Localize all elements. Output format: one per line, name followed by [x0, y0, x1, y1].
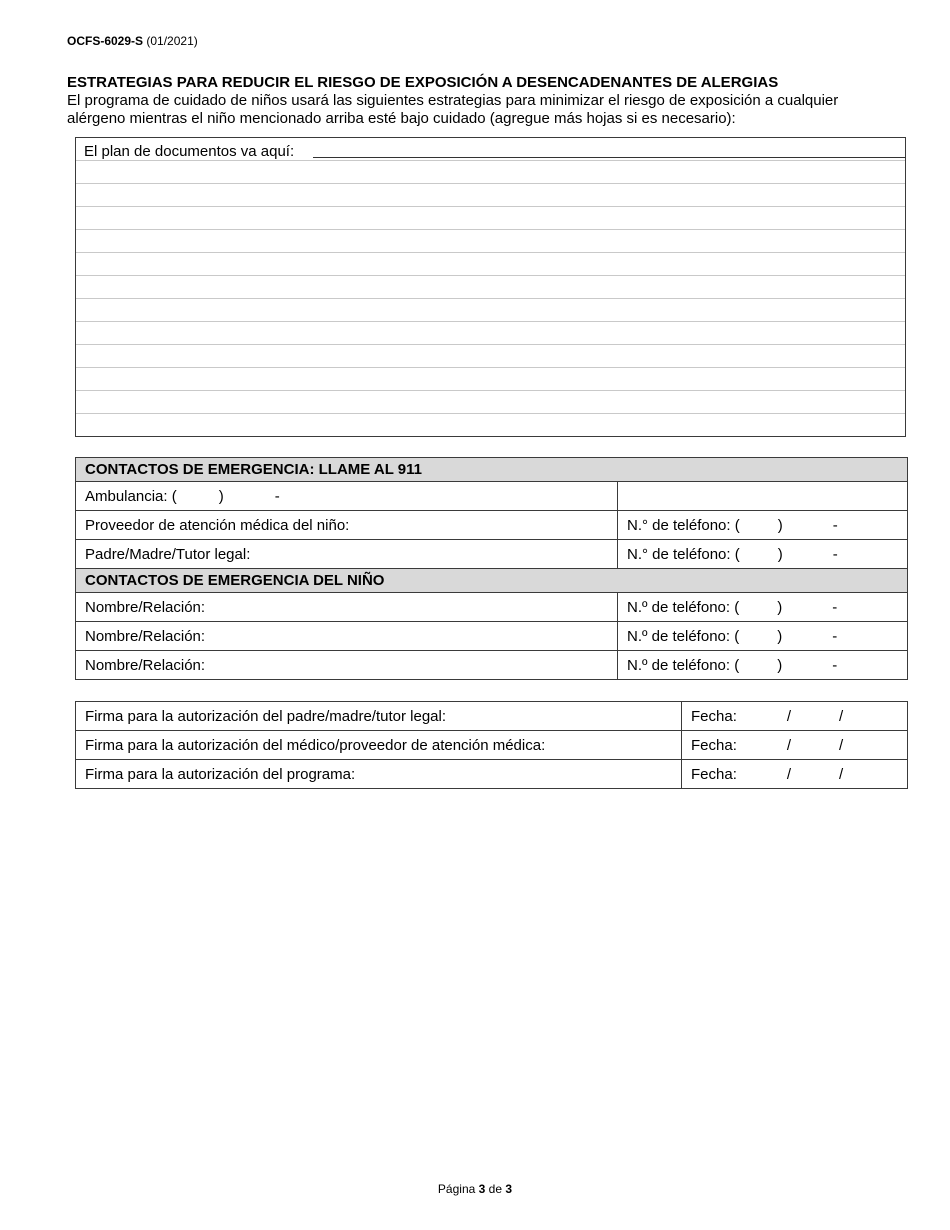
dash: - — [832, 627, 838, 645]
date-field[interactable] — [682, 731, 908, 760]
contact-phone-field[interactable] — [618, 651, 908, 680]
table-header-row — [76, 569, 908, 593]
date-field[interactable] — [682, 760, 908, 789]
plan-line — [76, 321, 905, 322]
date-slash: / — [786, 707, 792, 725]
table-row — [76, 702, 908, 731]
of-word: de — [488, 1182, 503, 1196]
ambulance-label: Ambulancia: ( — [85, 487, 177, 505]
date-slash: / — [839, 736, 844, 754]
table-header-row — [76, 458, 908, 482]
table-row — [76, 731, 908, 760]
header-child-contacts: CONTACTOS DE EMERGENCIA DEL NIÑO — [76, 569, 908, 593]
contact-phone-field[interactable] — [618, 622, 908, 651]
plan-line — [76, 229, 905, 230]
paren-close: ) — [777, 656, 783, 674]
paren-close: ) — [777, 545, 783, 563]
table-row — [76, 760, 908, 789]
contact-phone-field[interactable] — [618, 593, 908, 622]
date-field[interactable] — [682, 702, 908, 731]
plan-line — [76, 344, 905, 345]
dash: - — [832, 598, 838, 616]
table-row — [76, 593, 908, 622]
phone-label: N.º de teléfono: ( — [627, 627, 740, 645]
plan-first-line[interactable] — [313, 157, 906, 158]
form-number: OCFS-6029-S — [67, 34, 144, 48]
date-slash: / — [839, 707, 844, 725]
paren-close: ) — [218, 487, 224, 505]
section-title: ESTRATEGIAS PARA REDUCIR EL RIESGO DE EXPOSICIÓN A DESENCADENANTES DE ALERGIAS — [67, 74, 779, 91]
parent-signature-field[interactable]: Firma para la autorización del padre/madre/tutor legal: — [76, 702, 682, 731]
paren-close: ) — [777, 516, 783, 534]
paren-close: ) — [777, 627, 783, 645]
doctor-signature-field[interactable]: Firma para la autorización del médico/proveedor de atención médica: — [76, 731, 682, 760]
section-intro: El programa de cuidado de niños usará las siguientes estrategias para minimizar el riesgo de exposición a cualquier alérgeno mientras el niño mencionado arriba esté bajo cuidado (agregue más hojas si es necesario): — [67, 92, 839, 127]
table-row — [76, 511, 908, 540]
table-row — [76, 651, 908, 680]
date-slash: / — [839, 765, 844, 783]
parent-field[interactable]: Padre/Madre/Tutor legal: — [76, 540, 618, 569]
signatures-table — [75, 701, 908, 789]
name-relation-field[interactable]: Nombre/Relación: — [76, 622, 618, 651]
plan-line — [76, 367, 905, 368]
program-signature-field[interactable]: Firma para la autorización del programa: — [76, 760, 682, 789]
page-footer — [0, 1182, 950, 1196]
emergency-contacts-table — [75, 457, 908, 680]
plan-label: El plan de documentos va aquí: — [84, 143, 295, 160]
dash: - — [832, 516, 838, 534]
provider-field[interactable]: Proveedor de atención médica del niño: — [76, 511, 618, 540]
dash: - — [832, 656, 838, 674]
plan-line — [76, 298, 905, 299]
provider-phone-field[interactable] — [618, 511, 908, 540]
date-slash: / — [786, 736, 792, 754]
name-relation-field[interactable]: Nombre/Relación: — [76, 651, 618, 680]
plan-line — [76, 275, 905, 276]
plan-line — [76, 390, 905, 391]
parent-phone-field[interactable] — [618, 540, 908, 569]
page-number: 3 — [478, 1182, 486, 1196]
empty-cell[interactable] — [618, 482, 908, 511]
date-label: Fecha: — [691, 736, 737, 754]
plan-line — [76, 206, 905, 207]
plan-line — [76, 252, 905, 253]
dash: - — [832, 545, 838, 563]
form-date: (01/2021) — [146, 34, 198, 48]
plan-textarea[interactable] — [75, 137, 906, 437]
phone-label: N.º de teléfono: ( — [627, 598, 740, 616]
date-label: Fecha: — [691, 765, 737, 783]
name-relation-field[interactable]: Nombre/Relación: — [76, 593, 618, 622]
paren-close: ) — [777, 598, 783, 616]
date-label: Fecha: — [691, 707, 737, 725]
plan-line — [76, 413, 905, 414]
table-row — [76, 540, 908, 569]
ambulance-field[interactable] — [76, 482, 618, 511]
header-call-911: CONTACTOS DE EMERGENCIA: LLAME AL 911 — [76, 458, 908, 482]
dash: - — [274, 487, 280, 505]
phone-label: N.° de teléfono: ( — [627, 516, 740, 534]
phone-label: N.º de teléfono: ( — [627, 656, 740, 674]
date-slash: / — [786, 765, 792, 783]
table-row — [76, 622, 908, 651]
table-row — [76, 482, 908, 511]
phone-label: N.° de teléfono: ( — [627, 545, 740, 563]
plan-line — [76, 183, 905, 184]
page-total: 3 — [505, 1182, 513, 1196]
plan-line — [76, 160, 905, 161]
form-code — [67, 34, 198, 48]
page-word: Página — [437, 1182, 476, 1196]
